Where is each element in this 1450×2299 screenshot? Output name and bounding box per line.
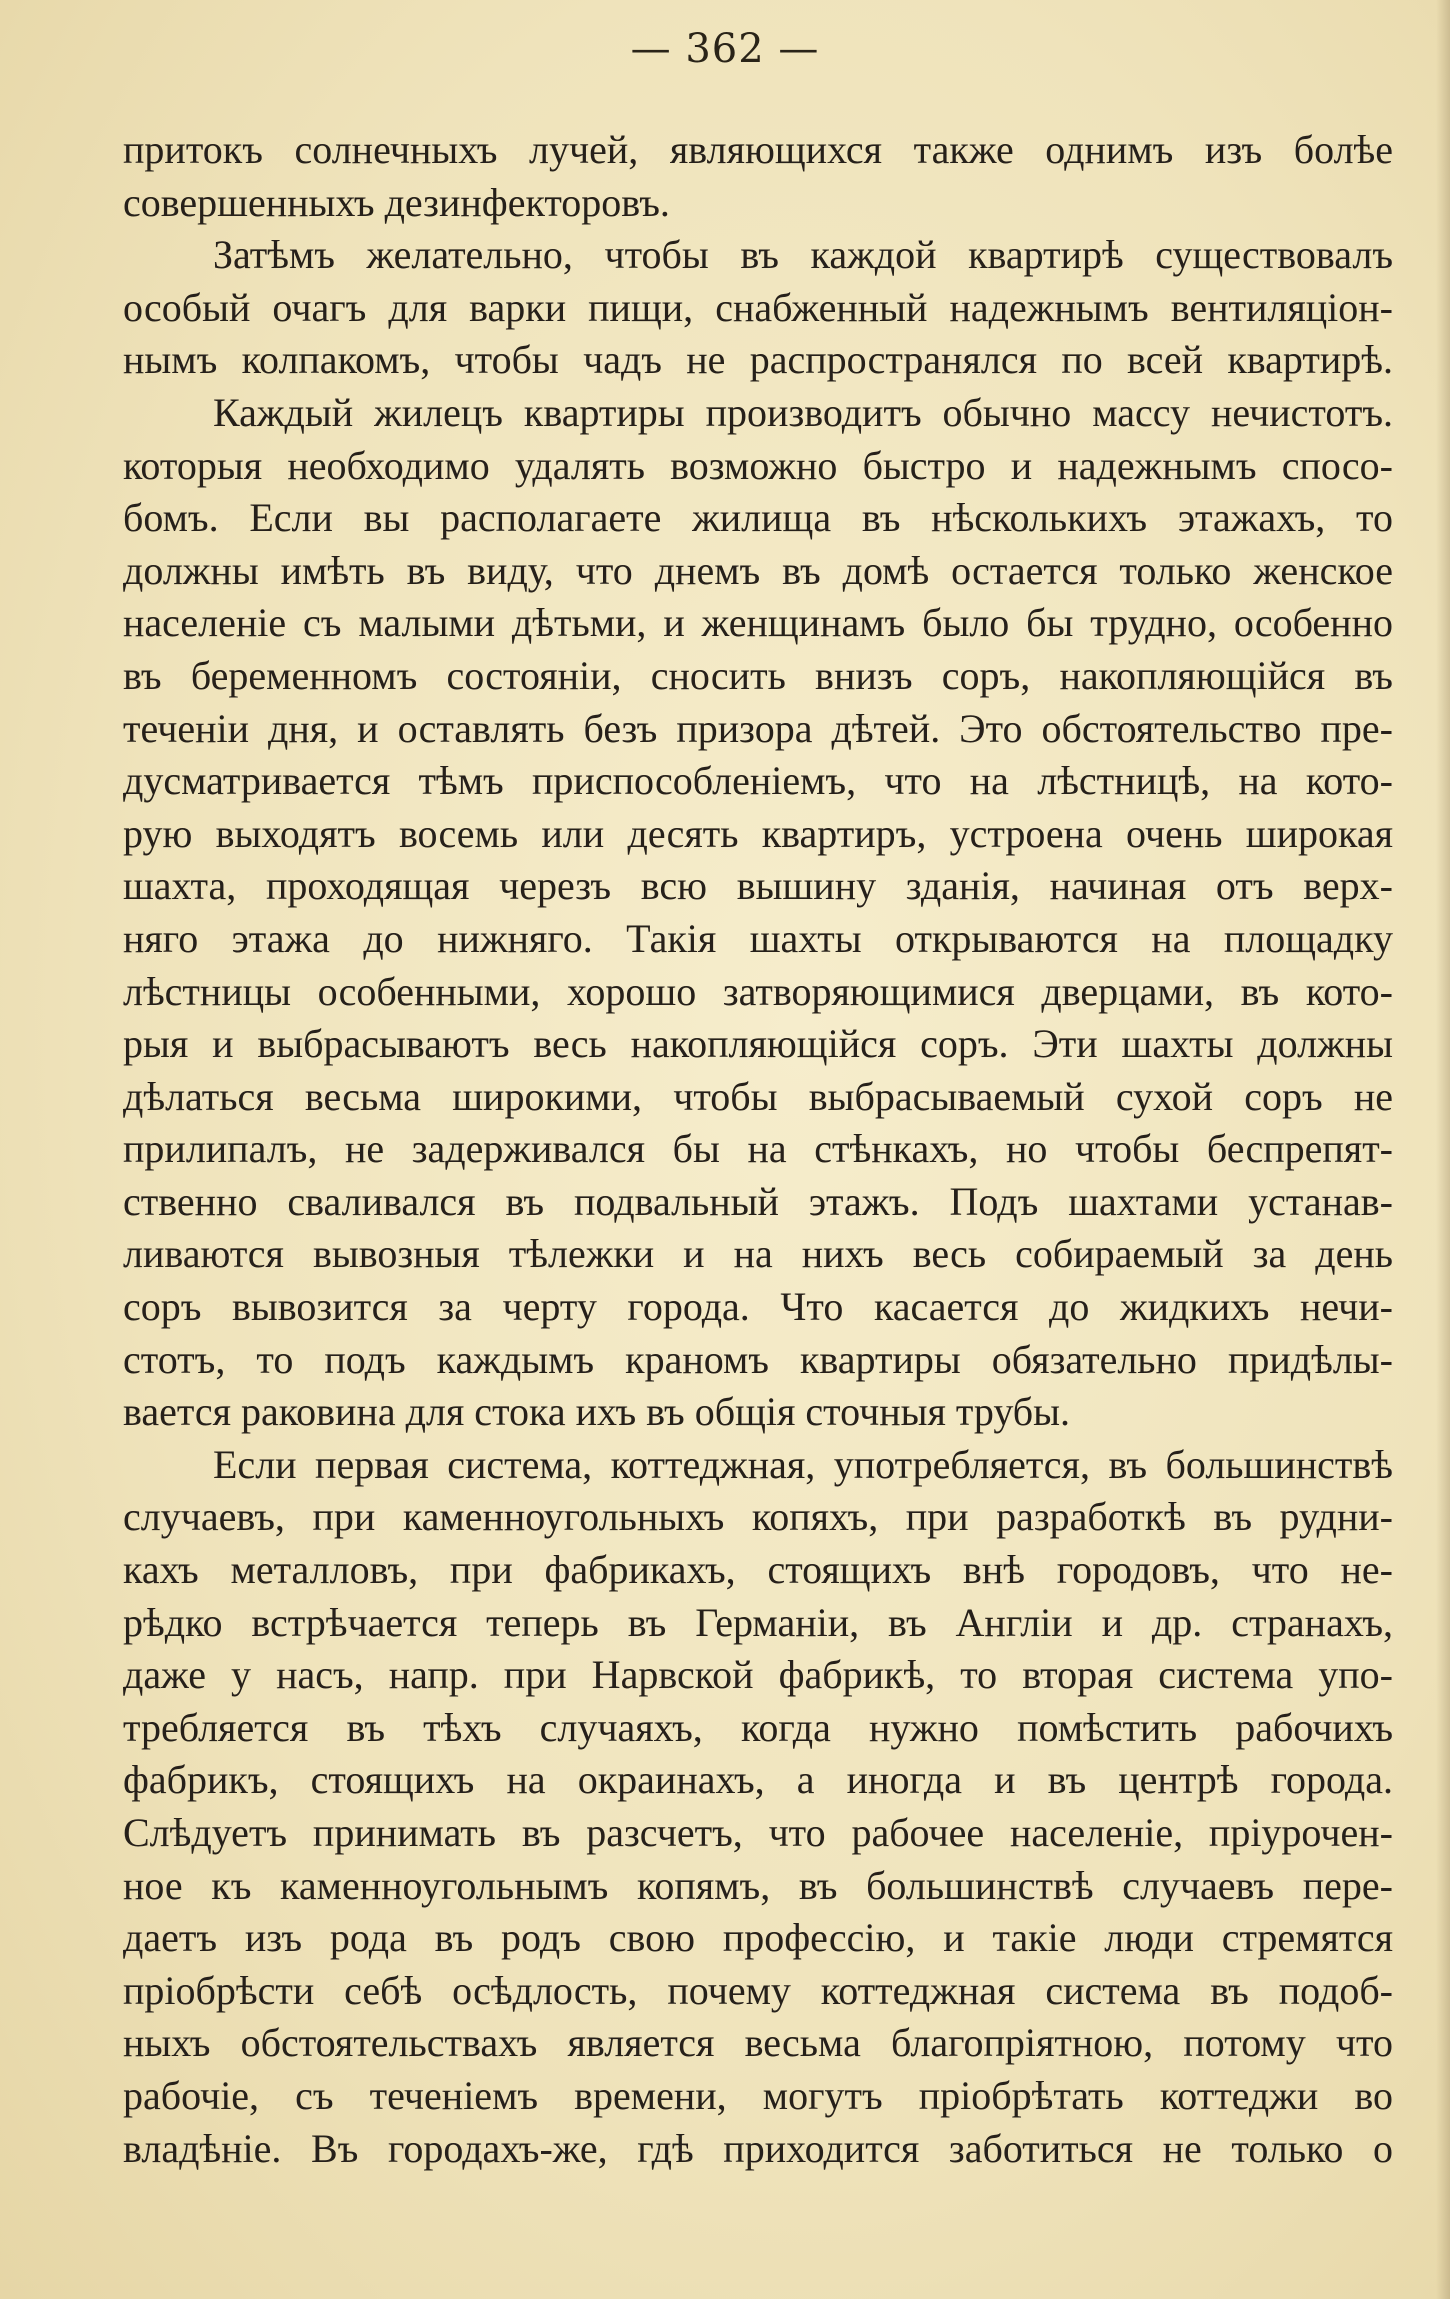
text-line: случаевъ, при каменноугольныхъ копяхъ, при разработкѣ въ рудни-	[123, 1494, 1393, 1540]
text-line: ливаются вывозныя тѣлежки и на нихъ весь собираемый за день	[123, 1231, 1393, 1277]
text-line: ственно сваливался въ подвальный этажъ. Подъ шахтами устанав-	[123, 1178, 1393, 1224]
text-line: стотъ, то подъ каждымъ краномъ квартиры обязательно придѣлы-	[123, 1336, 1393, 1382]
paragraph-start-line: Затѣмъ желательно, чтобы въ каждой квартирѣ существовалъ	[213, 232, 1393, 278]
text-line: Слѣдуетъ принимать въ разсчетъ, что рабочее населеніе, пріурочен-	[123, 1810, 1393, 1855]
text-line: ныхъ обстоятельствахъ является весьма благопріятною, потому что	[123, 2020, 1393, 2066]
page-edge-shadow	[1436, 0, 1450, 2299]
page-number: — 362 —	[630, 26, 820, 72]
text-line: должны имѣть въ виду, что днемъ въ домѣ остается только женское	[123, 547, 1393, 593]
text-line: дусматривается тѣмъ приспособленіемъ, что на лѣстницѣ, на кото-	[123, 758, 1393, 804]
text-line: притокъ солнечныхъ лучей, являющихся также однимъ изъ болѣе	[123, 127, 1393, 172]
text-line: владѣніе. Въ городахъ-же, гдѣ приходится заботиться не только о	[123, 2125, 1393, 2171]
text-line: нымъ колпакомъ, чтобы чадъ не распространялся по всей квартирѣ.	[123, 337, 1393, 383]
text-line: рѣдко встрѣчается теперь въ Германіи, въ Англіи и др. странахъ,	[123, 1599, 1393, 1645]
text-line: соръ вывозится за черту города. Что касается до жидкихъ нечи-	[123, 1284, 1393, 1330]
text-line: няго этажа до нижняго. Такія шахты открываются на площадку	[123, 915, 1393, 961]
text-line: требляется въ тѣхъ случаяхъ, когда нужно помѣстить рабочихъ	[123, 1704, 1393, 1750]
text-line: въ беременномъ состояніи, сносить внизъ соръ, накопляющійся въ	[123, 652, 1393, 698]
text-line: бомъ. Если вы располагаете жилища въ нѣсколькихъ этажахъ, то	[123, 495, 1393, 541]
text-line: дѣлаться весьма широкими, чтобы выбрасываемый сухой соръ не	[123, 1073, 1393, 1119]
text-line: рую выходятъ восемь или десять квартиръ, устроена очень широкая	[123, 810, 1393, 856]
text-line: пріобрѣсти себѣ осѣдлость, почему коттеджная система въ подоб-	[123, 1967, 1393, 2013]
text-line: рыя и выбрасываютъ весь накопляющійся соръ. Эти шахты должны	[123, 1021, 1393, 1067]
text-line: лѣстницы особенными, хорошо затворяющимися дверцами, въ кото-	[123, 968, 1393, 1014]
body-text	[123, 124, 1393, 2175]
text-line: ное къ каменноугольнымъ копямъ, въ большинствѣ случаевъ пере-	[123, 1862, 1393, 1908]
text-line: даже у насъ, напр. при Нарвской фабрикѣ, то вторая система упо-	[123, 1652, 1393, 1698]
paragraph-start-line: Если первая система, коттеджная, употребляется, въ большинствѣ	[213, 1441, 1393, 1487]
text-line: фабрикъ, стоящихъ на окраинахъ, а иногда и въ центрѣ города.	[123, 1757, 1393, 1803]
text-line: рабочіе, съ теченіемъ времени, могутъ пріобрѣтать коттеджи во	[123, 2072, 1393, 2118]
text-line: прилипалъ, не задерживался бы на стѣнкахъ, но чтобы беспрепят-	[123, 1126, 1393, 1172]
text-line: теченіи дня, и оставлять безъ призора дѣтей. Это обстоятельство пре-	[123, 705, 1393, 751]
text-line: особый очагъ для варки пищи, снабженный надежнымъ вентиляціон-	[123, 284, 1393, 330]
text-line: кахъ металловъ, при фабрикахъ, стоящихъ внѣ городовъ, что не-	[123, 1547, 1393, 1593]
text-line: совершенныхъ дезинфекторовъ.	[123, 179, 670, 225]
text-line: вается раковина для стока ихъ въ общія сточныя трубы.	[123, 1389, 1071, 1435]
text-line: населеніе съ малыми дѣтьми, и женщинамъ было бы трудно, особенно	[123, 600, 1393, 646]
text-line: которыя необходимо удалять возможно быстро и надежнымъ спосо-	[123, 442, 1393, 488]
text-line: даетъ изъ рода въ родъ свою профессію, и такіе люди стремятся	[123, 1915, 1393, 1961]
text-line: шахта, проходящая черезъ всю вышину зданія, начиная отъ верх-	[123, 863, 1393, 909]
paragraph-start-line: Каждый жилецъ квартиры производитъ обычно массу нечистотъ.	[213, 389, 1393, 435]
